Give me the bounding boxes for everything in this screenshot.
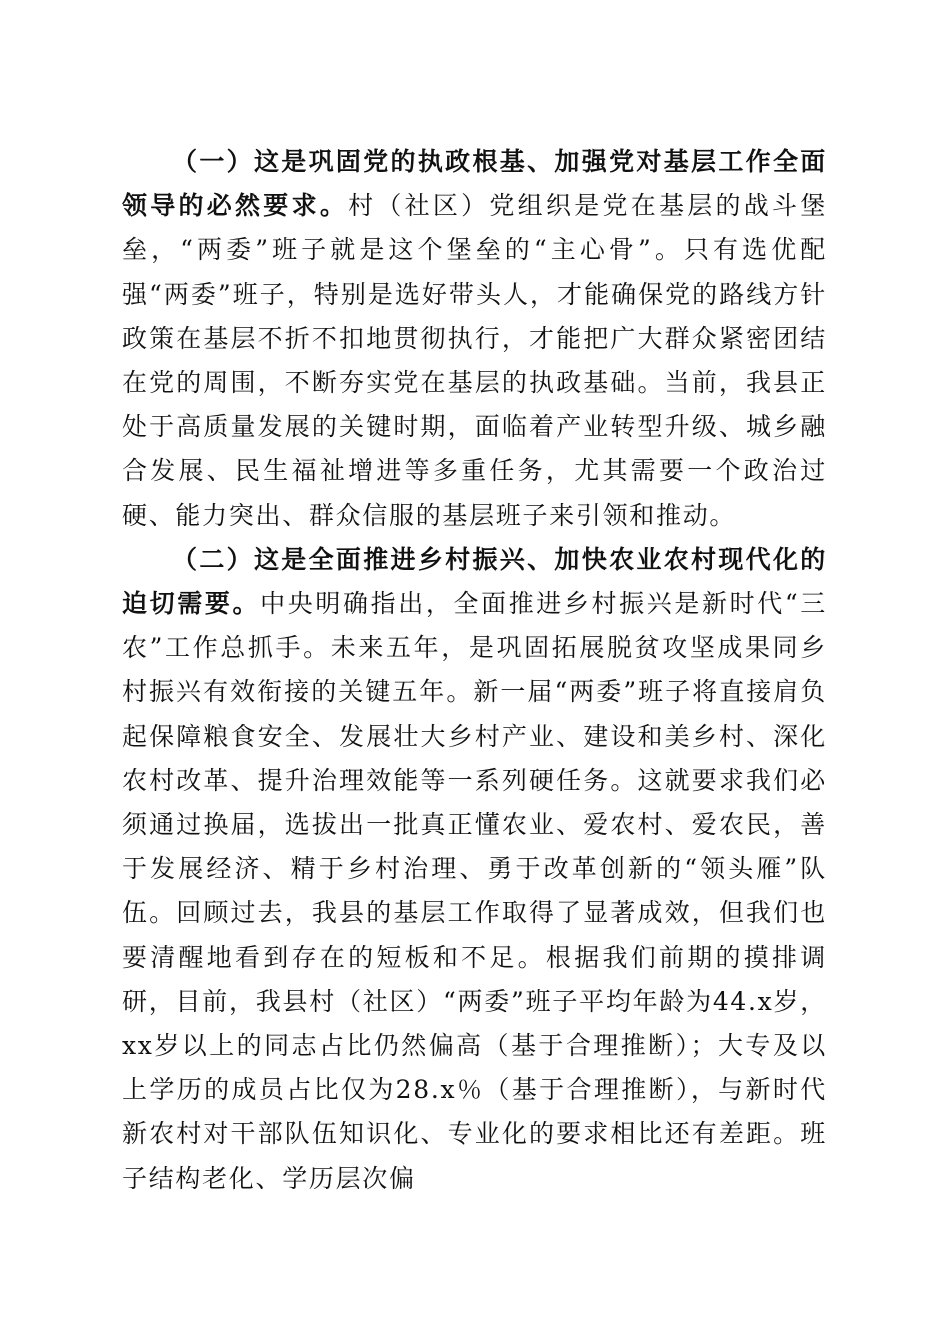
document-body [122,140,827,1201]
paragraph-2-heading: （二）这是全面推进乡村振兴、加快农业农村现代化的迫切需要。 [122,544,827,619]
paragraph-2 [122,538,827,1201]
paragraph-2-text: 中央明确指出，全面推进乡村振兴是新时代“三农”工作总抓手。未来五年，是巩固拓展脱贫攻坚成果同乡村振兴有效衔接的关键五年。新一届“两委”班子将直接肩负起保障粮食安全、发展壮大乡村产业、建设和美乡村、深化农村改革、提升治理效能等一系列硬任务。这就要求我们必须通过换届，选拔出一批真正懂农业、爱农村、爱农民，善于发展经济、精于乡村治理、勇于改革创新的“领头雁”队伍。回顾过去，我县的基层工作取得了显著成效，但我们也要清醒地看到存在的短板和不足。根据我们前期的摸排调研，目前，我县村（社区）“两委”班子平均年龄为44.x岁，xx岁以上的同志占比仍然偏高（基于合理推断）；大专及以上学历的成员占比仅为28.x％（基于合理推断），与新时代新农村对干部队伍知识化、专业化的要求相比还有差距。班子结构老化、学历层次偏 [122,589,827,1193]
paragraph-1-text: 村（社区）党组织是党在基层的战斗堡垒，“两委”班子就是这个堡垒的“主心骨”。只有选优配强“两委”班子，特别是选好带头人，才能确保党的路线方针政策在基层不折不扣地贯彻执行，才能把广大群众紧密团结在党的周围，不断夯实党在基层的执政基础。当前，我县正处于高质量发展的关键时期，面临着产业转型升级、城乡融合发展、民生福祉增进等多重任务，尤其需要一个政治过硬、能力突出、群众信服的基层班子来引领和推动。 [122,191,828,530]
paragraph-1-heading: （一）这是巩固党的执政根基、加强党对基层工作全面领导的必然要求。 [122,147,827,221]
paragraph-1 [122,140,827,538]
